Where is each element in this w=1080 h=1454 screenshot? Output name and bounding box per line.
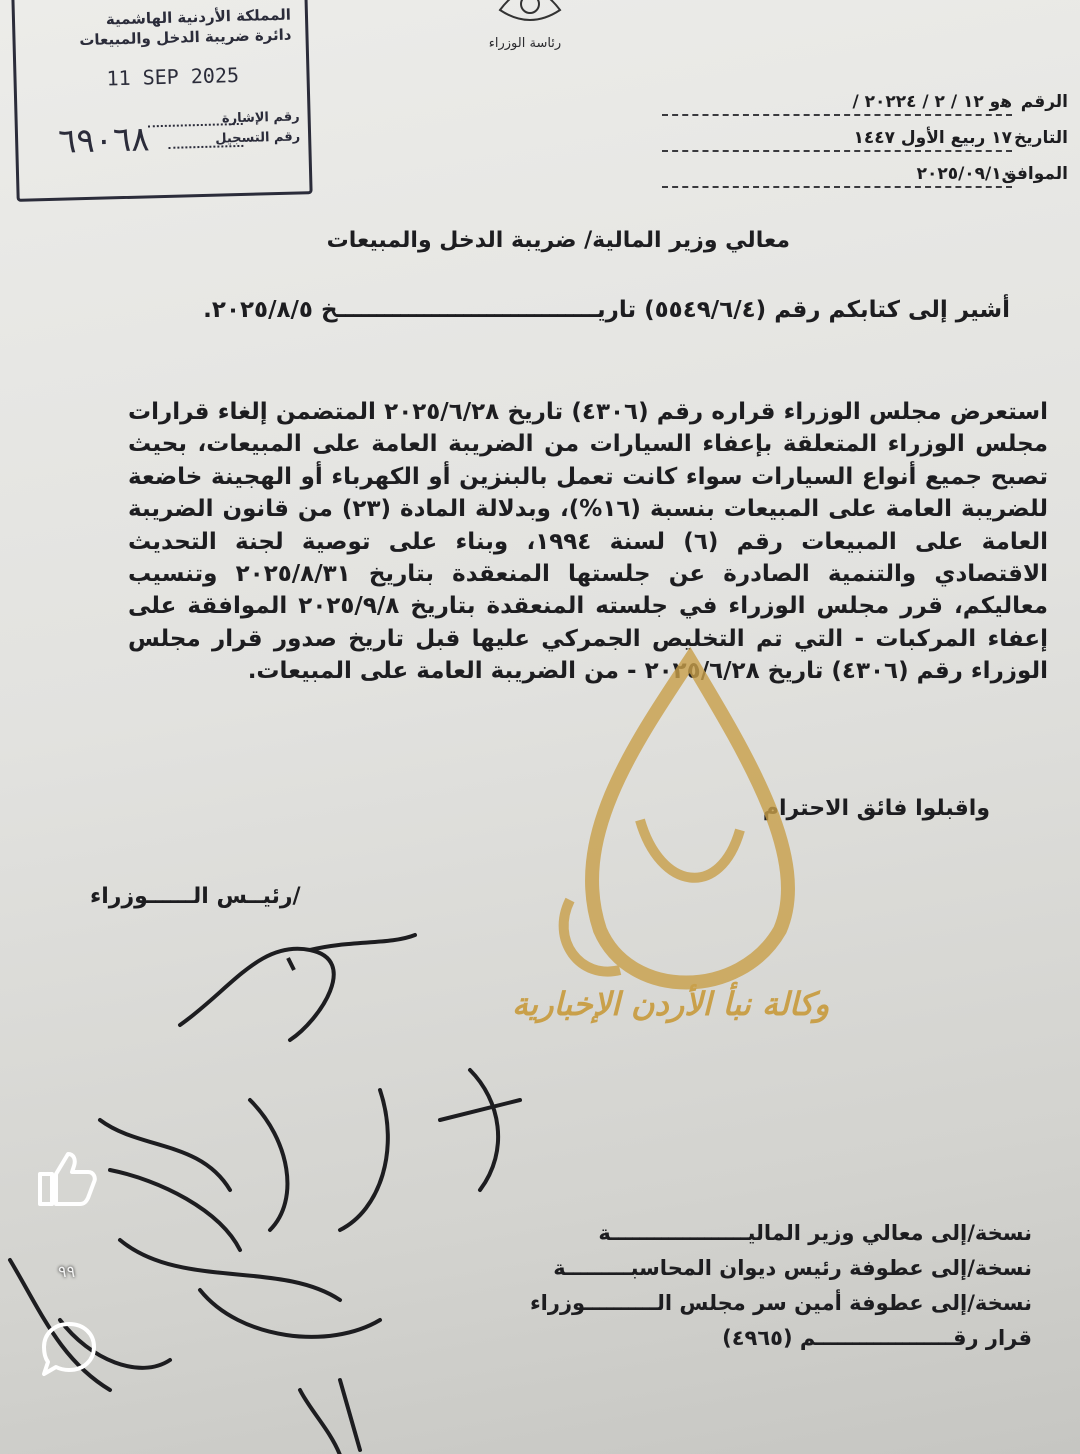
stamp-line-2: دائرة ضريبة الدخل والمبيعات [79, 25, 292, 50]
handwritten-annotation [0, 1060, 560, 1454]
stamp-reg-line [168, 145, 243, 149]
number-label: الرقم [1020, 92, 1068, 112]
stamp-line-1: المملكة الأردنية الهاشمية [105, 5, 292, 29]
meta-corresponding-row [608, 158, 1068, 194]
decision-paragraph: استعرض مجلس الوزراء قراره رقم (٤٣٠٦) تاريخ ٢٠٢٥/٦/٢٨ المتضمن إلغاء قرارات مجلس الوزراء المتعلقة بإعفاء السيارات من الضريبة العامة على المبيعات، بحيث تصبح جميع أنواع السيارات سواء كانت تعمل بالبنزين أو الكهرباء أو الهجينة خاضعة للضريبة العامة على المبيعات بنسبة (١٦%)، وبدلالة المادة (٢٣) من قانون الضريبة العامة على المبيعات رقم (٦) لسنة ١٩٩٤، وبناء على توصية لجنة التحديث الاقتصادي والتنمية الصادرة عن جلستها المنعقدة بتاريخ ٢٠٢٥/٨/٣١ وتنسيب معاليكم، قرر مجلس الوزراء في جلسته المنعقدة بتاريخ ٢٠٢٥/٩/٨ الموافقة على إعفاء المركبات - التي تم التخليص الجمركي عليها قبل تاريخ صدور قرار مجلس الوزراء رقم (٤٣٠٦) تاريخ ٢٠٢٥/٦/٢٨ - من الضريبة العامة على المبيعات. [128, 399, 1049, 685]
signatory-title: /رئيــس الــــــوزراء [90, 884, 301, 909]
number-value: ﻫو ١٢ / ٢ / ٢٠٢٢٤ / [662, 92, 1012, 116]
meta-date-row [608, 122, 1068, 158]
copy-line-2: نسخة/إلى عطوفة رئيس ديوان المحاسبـــــــــة [553, 1256, 1032, 1280]
crest-caption: رئاسة الوزراء [488, 36, 562, 51]
stamp-handwritten-number: ٦٩٠٦٨ [57, 119, 150, 162]
stamp-ref-label: رقم الإشارة [221, 109, 300, 127]
corresponding-label: الموافق [1001, 164, 1068, 184]
reference-paragraph: أشير إلى كتابكم رقم (٥٥٤٩/٦/٤) تاريـــــــــــــــــــــــــــــــــخ ٢٠٢٥/٨/٥. [203, 297, 1010, 323]
received-stamp [11, 0, 312, 202]
corresponding-value: ٢٠٢٥/٠٩/١٠ [662, 164, 1012, 188]
signature [170, 930, 430, 1050]
like-icon[interactable] [34, 1146, 98, 1210]
stamp-ref-line [148, 123, 243, 127]
date-label: التاريخ [1014, 128, 1068, 148]
crest-icon [470, 0, 590, 40]
stamp-date: 11 SEP 2025 [106, 62, 240, 91]
copy-line-3: نسخة/إلى عطوفة أمين سر مجلس الــــــــــوزراء [529, 1291, 1032, 1315]
copies-list [492, 1216, 1032, 1356]
copy-line-1: نسخة/إلى معالي وزير الماليـــــــــــــــــــة [598, 1221, 1032, 1245]
letter-meta [608, 86, 1068, 194]
agency-watermark-text: وكالة نبأ الأردن الإخبارية [512, 985, 830, 1023]
stamp-reg-label: رقم التسجيل [215, 129, 301, 147]
comment-icon[interactable] [36, 1316, 102, 1382]
meta-number-row [608, 86, 1068, 122]
salutation: معالي وزير المالية/ ضريبة الدخل والمبيعات [326, 228, 790, 253]
closing-line: واقبلوا فائق الاحترام [762, 796, 990, 821]
decision-number-line: قرار رقـــــــــــــــــــم (٤٩٦٥) [722, 1326, 1032, 1350]
view-count: ٩٩ [58, 1262, 76, 1281]
date-value: ١٧ ربيع الأول ١٤٤٧ [662, 128, 1012, 152]
